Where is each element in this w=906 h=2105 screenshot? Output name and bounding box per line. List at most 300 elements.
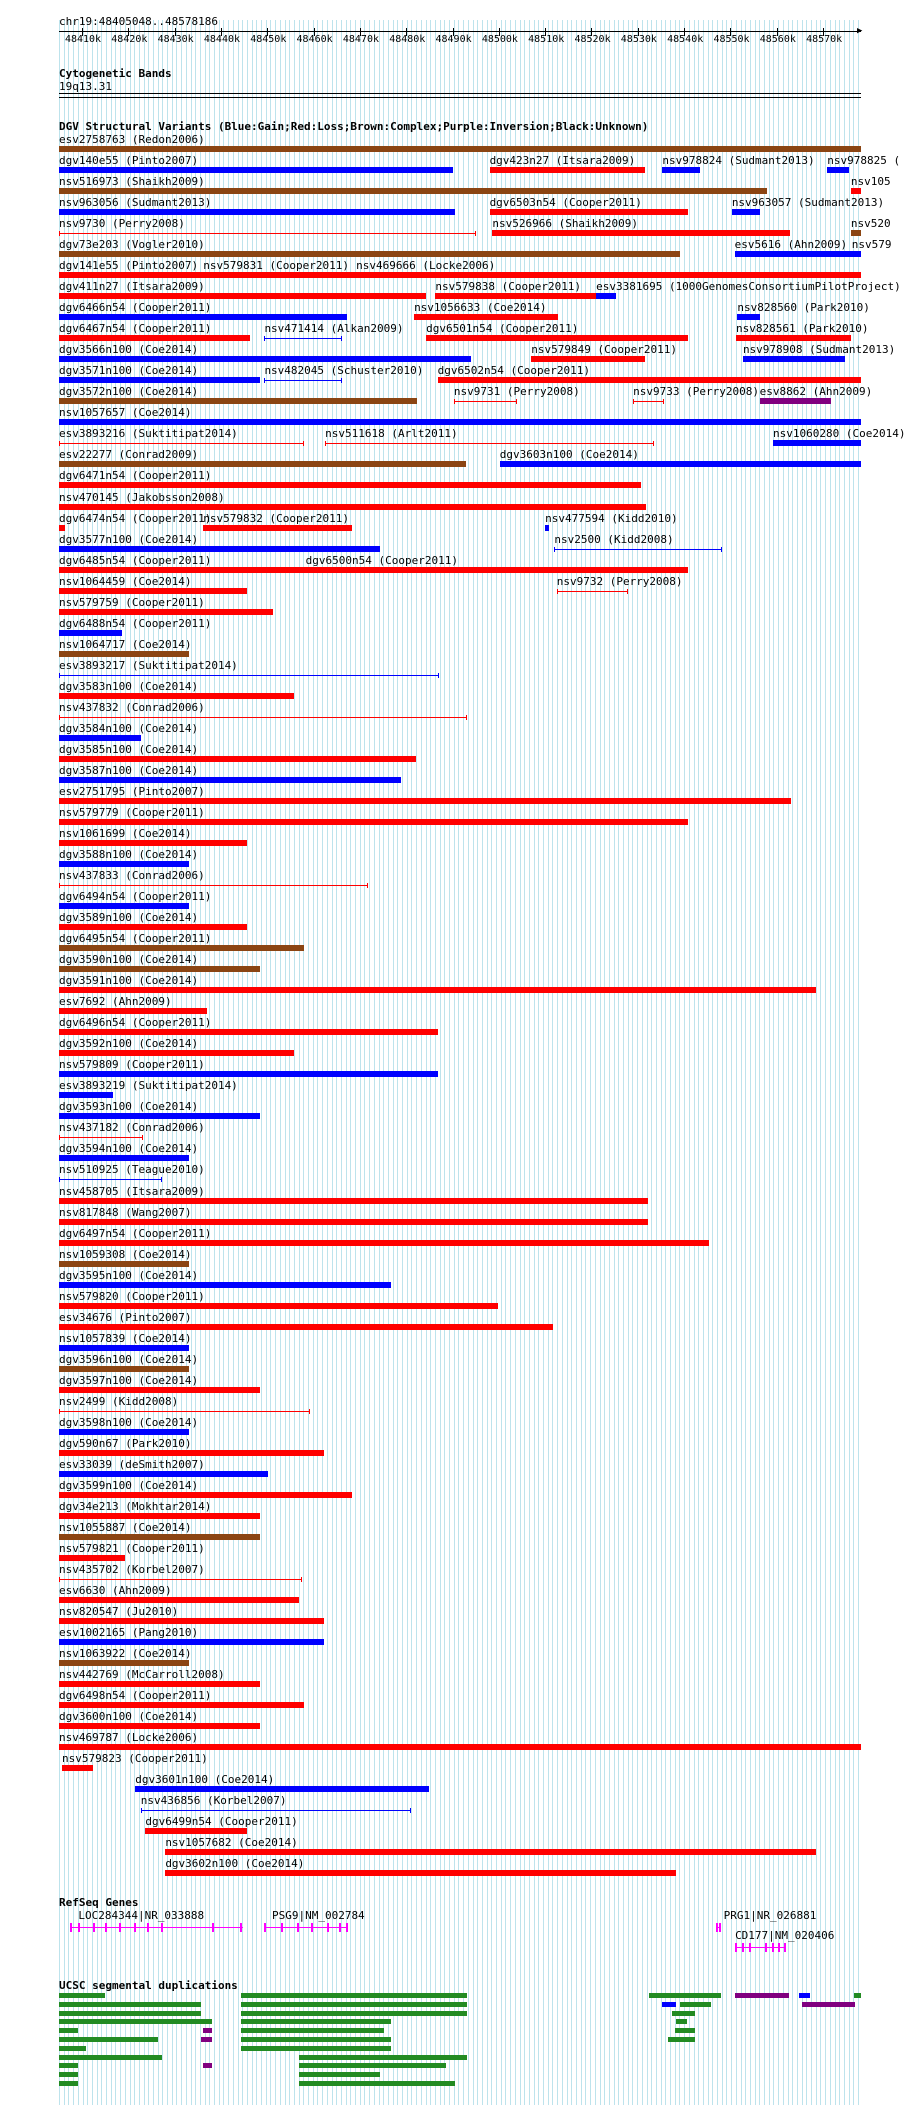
variant-bar[interactable]: [438, 377, 861, 383]
variant-bar[interactable]: [135, 1786, 429, 1792]
coordinate-ruler[interactable]: [59, 31, 861, 32]
variant-bar[interactable]: [662, 167, 700, 173]
gene-label[interactable]: LOC284344|NR_033888: [78, 1909, 205, 1922]
gene-exon[interactable]: [147, 1923, 149, 1932]
variant-bar[interactable]: [59, 1071, 438, 1077]
gene-exon[interactable]: [105, 1923, 107, 1932]
variant-label[interactable]: dgv3584n100 (Coe2014): [59, 721, 199, 735]
variant-bar[interactable]: [851, 230, 861, 236]
variant-label[interactable]: nsv458705 (Itsara2009): [59, 1184, 205, 1198]
variant-label[interactable]: nsv817848 (Wang2007): [59, 1205, 192, 1219]
variant-bar[interactable]: [59, 1450, 324, 1456]
variant-bar[interactable]: [59, 167, 453, 173]
variant-bar[interactable]: [59, 1681, 260, 1687]
variant-bar[interactable]: [732, 209, 760, 215]
variant-label[interactable]: nsv1059308 (Coe2014): [59, 1247, 192, 1261]
variant-label[interactable]: dgv6495n54 (Cooper2011): [59, 932, 212, 946]
variant-bar[interactable]: [59, 1219, 648, 1225]
variant-label[interactable]: nsv477594 (Kidd2010): [545, 511, 678, 525]
variant-range-line[interactable]: [59, 443, 304, 444]
variant-range-line[interactable]: [325, 443, 654, 444]
segdup-bar[interactable]: [203, 2063, 212, 2068]
variant-label[interactable]: dgv3572n100 (Coe2014): [59, 385, 199, 399]
variant-label[interactable]: nsv9733 (Perry2008): [633, 385, 759, 399]
variant-label[interactable]: nsv9732 (Perry2008): [556, 574, 683, 588]
variant-bar[interactable]: [59, 1387, 260, 1393]
gene-exon[interactable]: [297, 1923, 299, 1932]
gene-exon[interactable]: [784, 1943, 786, 1952]
variant-bar[interactable]: [59, 630, 122, 636]
variant-bar[interactable]: [435, 293, 596, 299]
variant-label[interactable]: dgv3594n100 (Coe2014): [59, 1142, 199, 1156]
variant-label[interactable]: nsv579779 (Cooper2011): [59, 805, 205, 819]
variant-label[interactable]: dgv6502n54 (Cooper2011): [437, 364, 590, 378]
variant-label[interactable]: esv33039 (deSmith2007): [59, 1457, 205, 1471]
variant-bar[interactable]: [59, 735, 141, 741]
segdup-bar[interactable]: [59, 2081, 78, 2086]
variant-label[interactable]: dgv3590n100 (Coe2014): [59, 953, 199, 967]
variant-bar[interactable]: [596, 293, 616, 299]
variant-label[interactable]: nsv579823 (Cooper2011): [62, 1752, 208, 1766]
variant-bar[interactable]: [59, 693, 294, 699]
variant-bar[interactable]: [62, 1765, 93, 1771]
segdup-bar[interactable]: [802, 2002, 855, 2007]
cytoband-label[interactable]: 19q13.31: [59, 80, 112, 93]
variant-label[interactable]: dgv6467n54 (Cooper2011): [59, 322, 212, 336]
variant-bar[interactable]: [59, 1492, 352, 1498]
variant-bar[interactable]: [59, 1618, 324, 1624]
variant-bar[interactable]: [59, 546, 380, 552]
variant-label[interactable]: nsv1063922 (Coe2014): [59, 1647, 192, 1661]
variant-label[interactable]: esv22277 (Conrad2009): [59, 448, 199, 462]
variant-label[interactable]: dgv6494n54 (Cooper2011): [59, 890, 212, 904]
variant-label[interactable]: nsv1056633 (Coe2014): [414, 301, 547, 315]
variant-bar[interactable]: [59, 1324, 553, 1330]
variant-label[interactable]: esv2751795 (Pinto2007): [59, 784, 205, 798]
variant-label[interactable]: nsv963056 (Sudmant2013): [59, 196, 212, 210]
variant-label[interactable]: nsv437832 (Conrad2006): [59, 700, 205, 714]
segdup-bar[interactable]: [59, 2037, 158, 2042]
variant-label[interactable]: nsv9730 (Perry2008): [59, 217, 185, 231]
variant-bar[interactable]: [59, 1702, 304, 1708]
variant-bar[interactable]: [165, 1849, 816, 1855]
variant-bar[interactable]: [59, 1198, 648, 1204]
variant-label[interactable]: dgv3593n100 (Coe2014): [59, 1100, 199, 1114]
variant-bar[interactable]: [492, 230, 789, 236]
variant-label[interactable]: dgv73e203 (Vogler2010): [59, 238, 205, 252]
variant-label[interactable]: nsv978825 (: [827, 154, 901, 168]
variant-bar[interactable]: [59, 924, 247, 930]
variant-label[interactable]: dgv3577n100 (Coe2014): [59, 532, 199, 546]
variant-range-line[interactable]: [264, 338, 341, 339]
variant-label[interactable]: dgv6497n54 (Cooper2011): [59, 1226, 212, 1240]
segdup-bar[interactable]: [680, 2002, 711, 2007]
variant-label[interactable]: dgv3592n100 (Coe2014): [59, 1037, 199, 1051]
variant-bar[interactable]: [737, 314, 759, 320]
variant-label[interactable]: nsv1055887 (Coe2014): [59, 1520, 192, 1534]
variant-label[interactable]: dgv411n27 (Itsara2009): [59, 280, 205, 294]
gene-label[interactable]: CD177|NM_020406: [735, 1929, 835, 1942]
segdup-bar[interactable]: [59, 2028, 78, 2033]
gene-exon[interactable]: [346, 1923, 348, 1932]
variant-label[interactable]: dgv140e55 (Pinto2007): [59, 154, 199, 168]
variant-label[interactable]: nsv1057657 (Coe2014): [59, 406, 192, 420]
variant-label[interactable]: nsv579838 (Cooper2011): [435, 280, 582, 294]
variant-label[interactable]: dgv3596n100 (Coe2014): [59, 1352, 199, 1366]
variant-bar[interactable]: [59, 1240, 709, 1246]
variant-bar[interactable]: [59, 272, 203, 278]
variant-label[interactable]: nsv469666 (Locke2006): [356, 259, 496, 273]
segdup-bar[interactable]: [241, 2011, 467, 2016]
variant-bar[interactable]: [59, 1723, 260, 1729]
variant-bar[interactable]: [500, 461, 861, 467]
variant-bar[interactable]: [59, 1555, 125, 1561]
variant-bar[interactable]: [59, 356, 471, 362]
gene-label[interactable]: PSG9|NM_002784: [271, 1909, 365, 1922]
variant-bar[interactable]: [59, 314, 347, 320]
variant-bar[interactable]: [59, 1008, 207, 1014]
segdup-bar[interactable]: [59, 2055, 162, 2060]
variant-bar[interactable]: [59, 1029, 438, 1035]
variant-label[interactable]: nsv828561 (Park2010): [735, 322, 869, 336]
variant-label[interactable]: nsv526966 (Shaikh2009): [492, 217, 639, 231]
segdup-bar[interactable]: [662, 2002, 676, 2007]
variant-range-line[interactable]: [141, 1810, 412, 1811]
variant-label[interactable]: nsv1064459 (Coe2014): [59, 574, 192, 588]
variant-bar[interactable]: [59, 1261, 189, 1267]
variant-label[interactable]: nsv963057 (Sudmant2013): [731, 196, 885, 210]
variant-bar[interactable]: [59, 567, 307, 573]
variant-label[interactable]: dgv6474n54 (Cooper2011): [59, 511, 212, 525]
variant-label[interactable]: nsv437182 (Conrad2006): [59, 1121, 205, 1135]
variant-label[interactable]: dgv6485n54 (Cooper2011): [59, 553, 212, 567]
variant-bar[interactable]: [490, 167, 645, 173]
variant-label[interactable]: esv1002165 (Pang2010): [59, 1626, 199, 1640]
variant-bar[interactable]: [59, 1282, 391, 1288]
variant-label[interactable]: dgv423n27 (Itsara2009): [489, 154, 636, 168]
variant-label[interactable]: nsv437833 (Conrad2006): [59, 869, 205, 883]
segdup-bar[interactable]: [201, 2037, 212, 2042]
variant-label[interactable]: dgv3583n100 (Coe2014): [59, 679, 199, 693]
variant-label[interactable]: dgv3598n100 (Coe2014): [59, 1415, 199, 1429]
variant-bar[interactable]: [59, 398, 417, 404]
gene-exon[interactable]: [78, 1923, 80, 1932]
segdup-bar[interactable]: [299, 2063, 446, 2068]
variant-label[interactable]: dgv3585n100 (Coe2014): [59, 742, 199, 756]
variant-label[interactable]: esv3893216 (Suktitipat2014): [59, 427, 238, 441]
variant-bar[interactable]: [827, 167, 849, 173]
variant-bar[interactable]: [59, 146, 861, 152]
variant-label[interactable]: dgv3587n100 (Coe2014): [59, 763, 199, 777]
variant-bar[interactable]: [59, 1744, 861, 1750]
gene-intron-line[interactable]: [264, 1927, 348, 1928]
variant-range-line[interactable]: [59, 1179, 162, 1180]
variant-label[interactable]: nsv105: [850, 175, 891, 189]
segdup-bar[interactable]: [649, 1993, 721, 1998]
variant-label[interactable]: nsv978824 (Sudmant2013): [662, 154, 815, 168]
variant-bar[interactable]: [851, 188, 861, 194]
variant-label[interactable]: nsv482045 (Schuster2010): [264, 364, 424, 378]
variant-bar[interactable]: [59, 861, 189, 867]
gene-label[interactable]: PRG1|NR_026881: [723, 1909, 817, 1922]
segdup-bar[interactable]: [735, 1993, 790, 1998]
segdup-bar[interactable]: [59, 2002, 201, 2007]
variant-bar[interactable]: [59, 777, 401, 783]
variant-bar[interactable]: [59, 1345, 189, 1351]
variant-bar[interactable]: [59, 1092, 113, 1098]
gene-exon[interactable]: [264, 1923, 266, 1932]
variant-label[interactable]: esv8862 (Ahn2009): [759, 385, 873, 399]
variant-bar[interactable]: [59, 945, 304, 951]
variant-label[interactable]: esv6630 (Ahn2009): [59, 1584, 172, 1598]
variant-label[interactable]: nsv579849 (Cooper2011): [531, 343, 677, 357]
variant-label[interactable]: dgv3589n100 (Coe2014): [59, 911, 199, 925]
gene-exon[interactable]: [749, 1943, 751, 1952]
gene-exon[interactable]: [719, 1923, 721, 1932]
segdup-bar[interactable]: [59, 2011, 201, 2016]
segdup-bar[interactable]: [299, 2081, 456, 2086]
variant-bar[interactable]: [356, 272, 861, 278]
segdup-bar[interactable]: [241, 2037, 391, 2042]
variant-bar[interactable]: [545, 525, 549, 531]
segdup-bar[interactable]: [672, 2011, 696, 2016]
segdup-bar[interactable]: [799, 1993, 810, 1998]
segdup-bar[interactable]: [241, 2002, 467, 2007]
variant-label[interactable]: nsv828560 (Park2010): [737, 301, 870, 315]
variant-bar[interactable]: [59, 987, 816, 993]
segdup-bar[interactable]: [59, 2063, 78, 2068]
variant-bar[interactable]: [59, 903, 189, 909]
gene-exon[interactable]: [765, 1943, 767, 1952]
variant-bar[interactable]: [59, 798, 791, 804]
variant-range-line[interactable]: [59, 1411, 310, 1412]
variant-bar[interactable]: [59, 377, 260, 383]
segdup-bar[interactable]: [299, 2072, 380, 2077]
variant-label[interactable]: dgv6499n54 (Cooper2011): [145, 1815, 298, 1829]
variant-bar[interactable]: [531, 356, 644, 362]
variant-bar[interactable]: [743, 356, 845, 362]
variant-label[interactable]: nsv442769 (McCarroll2008): [59, 1668, 225, 1682]
gene-exon[interactable]: [778, 1943, 780, 1952]
segdup-bar[interactable]: [675, 2028, 695, 2033]
gene-exon[interactable]: [134, 1923, 136, 1932]
variant-label[interactable]: dgv3591n100 (Coe2014): [59, 974, 199, 988]
variant-bar[interactable]: [760, 398, 832, 404]
variant-label[interactable]: nsv579820 (Cooper2011): [59, 1289, 205, 1303]
gene-exon[interactable]: [735, 1943, 737, 1952]
variant-label[interactable]: dgv6501n54 (Cooper2011): [426, 322, 579, 336]
variant-label[interactable]: dgv3595n100 (Coe2014): [59, 1268, 199, 1282]
variant-label[interactable]: dgv6498n54 (Cooper2011): [59, 1689, 212, 1703]
variant-label[interactable]: esv2758763 (Redon2006): [59, 133, 205, 146]
variant-bar[interactable]: [59, 209, 455, 215]
gene-exon[interactable]: [240, 1923, 242, 1932]
variant-bar[interactable]: [59, 1660, 189, 1666]
variant-bar[interactable]: [59, 1113, 260, 1119]
variant-bar[interactable]: [59, 1471, 268, 1477]
variant-bar[interactable]: [59, 293, 426, 299]
variant-label[interactable]: dgv6496n54 (Cooper2011): [59, 1016, 212, 1030]
variant-label[interactable]: nsv435702 (Korbel2007): [59, 1563, 205, 1577]
variant-bar[interactable]: [59, 588, 247, 594]
variant-bar[interactable]: [59, 1303, 498, 1309]
variant-bar[interactable]: [414, 314, 558, 320]
variant-range-line[interactable]: [59, 233, 476, 234]
variant-bar[interactable]: [490, 209, 688, 215]
segdup-bar[interactable]: [241, 2046, 391, 2051]
variant-label[interactable]: esv3893219 (Suktitipat2014): [59, 1079, 238, 1093]
variant-label[interactable]: nsv579759 (Cooper2011): [59, 595, 205, 609]
variant-bar[interactable]: [59, 188, 767, 194]
variant-bar[interactable]: [306, 567, 688, 573]
gene-exon[interactable]: [742, 1943, 744, 1952]
variant-label[interactable]: esv34676 (Pinto2007): [59, 1310, 192, 1324]
variant-label[interactable]: nsv436856 (Korbel2007): [140, 1794, 287, 1808]
variant-label[interactable]: nsv579821 (Cooper2011): [59, 1542, 205, 1555]
variant-label[interactable]: dgv3602n100 (Coe2014): [165, 1857, 305, 1871]
gene-exon[interactable]: [161, 1923, 163, 1932]
variant-label[interactable]: nsv471414 (Alkan2009): [264, 322, 404, 336]
variant-bar[interactable]: [773, 440, 861, 446]
variant-range-line[interactable]: [59, 675, 439, 676]
variant-label[interactable]: nsv820547 (Ju2010): [59, 1605, 179, 1619]
variant-label[interactable]: dgv3588n100 (Coe2014): [59, 848, 199, 862]
variant-label[interactable]: nsv579831 (Cooper2011): [203, 259, 349, 273]
variant-label[interactable]: nsv579809 (Cooper2011): [59, 1058, 205, 1072]
gene-exon[interactable]: [70, 1923, 72, 1932]
segdup-bar[interactable]: [241, 2019, 391, 2024]
variant-bar[interactable]: [59, 1639, 324, 1645]
segdup-bar[interactable]: [59, 2019, 212, 2024]
variant-bar[interactable]: [59, 966, 260, 972]
variant-label[interactable]: dgv3571n100 (Coe2014): [59, 364, 199, 378]
variant-bar[interactable]: [59, 419, 861, 425]
variant-range-line[interactable]: [59, 885, 368, 886]
variant-bar[interactable]: [59, 1513, 260, 1519]
segdup-bar[interactable]: [59, 1993, 105, 1998]
variant-label[interactable]: nsv579: [851, 238, 892, 252]
segdup-bar[interactable]: [59, 2046, 86, 2051]
segdup-bar[interactable]: [854, 1993, 861, 1998]
variant-bar[interactable]: [59, 1534, 260, 1540]
segdup-bar[interactable]: [241, 1993, 467, 1998]
variant-label[interactable]: nsv516973 (Shaikh2009): [59, 175, 205, 189]
variant-label[interactable]: dgv6466n54 (Cooper2011): [59, 301, 212, 315]
variant-label[interactable]: dgv3597n100 (Coe2014): [59, 1373, 199, 1387]
variant-label[interactable]: dgv6488n54 (Cooper2011): [59, 616, 212, 630]
variant-range-line[interactable]: [59, 1137, 143, 1138]
variant-label[interactable]: dgv3601n100 (Coe2014): [135, 1773, 275, 1787]
variant-label[interactable]: nsv1064717 (Coe2014): [59, 637, 192, 651]
variant-label[interactable]: dgv34e213 (Mokhtar2014): [59, 1499, 212, 1513]
variant-bar[interactable]: [165, 1870, 676, 1876]
variant-bar[interactable]: [59, 525, 65, 531]
variant-label[interactable]: nsv510925 (Teague2010): [59, 1163, 205, 1177]
gene-exon[interactable]: [772, 1943, 774, 1952]
variant-range-line[interactable]: [454, 401, 517, 402]
variant-range-line[interactable]: [633, 401, 664, 402]
variant-label[interactable]: esv3893217 (Suktitipat2014): [59, 658, 238, 672]
variant-label[interactable]: nsv579832 (Cooper2011): [203, 511, 349, 525]
variant-bar[interactable]: [59, 840, 247, 846]
variant-label[interactable]: nsv1057839 (Coe2014): [59, 1331, 192, 1345]
segdup-bar[interactable]: [676, 2019, 687, 2024]
variant-label[interactable]: nsv469787 (Locke2006): [59, 1731, 199, 1745]
variant-label[interactable]: nsv2500 (Kidd2008): [554, 532, 674, 546]
variant-bar[interactable]: [59, 461, 466, 467]
variant-bar[interactable]: [426, 335, 688, 341]
variant-range-line[interactable]: [264, 380, 341, 381]
gene-exon[interactable]: [327, 1923, 329, 1932]
variant-bar[interactable]: [59, 1155, 189, 1161]
variant-label[interactable]: dgv3603n100 (Coe2014): [499, 448, 639, 462]
variant-range-line[interactable]: [557, 591, 628, 592]
variant-label[interactable]: dgv3600n100 (Coe2014): [59, 1710, 199, 1724]
variant-bar[interactable]: [145, 1828, 247, 1834]
variant-label[interactable]: dgv3599n100 (Coe2014): [59, 1478, 199, 1492]
variant-label[interactable]: esv7692 (Ahn2009): [59, 995, 172, 1009]
variant-bar[interactable]: [735, 251, 856, 257]
variant-bar[interactable]: [59, 1366, 189, 1372]
variant-bar[interactable]: [59, 335, 250, 341]
variant-label[interactable]: nsv2499 (Kidd2008): [59, 1394, 179, 1408]
variant-label[interactable]: nsv9731 (Perry2008): [453, 385, 580, 399]
variant-label[interactable]: nsv1057682 (Coe2014): [165, 1836, 298, 1850]
variant-bar[interactable]: [59, 482, 641, 488]
variant-label[interactable]: nsv1061699 (Coe2014): [59, 826, 192, 840]
variant-label[interactable]: dgv6503n54 (Cooper2011): [489, 196, 642, 210]
gene-exon[interactable]: [212, 1923, 214, 1932]
segdup-bar[interactable]: [59, 2072, 78, 2077]
variant-bar[interactable]: [203, 272, 356, 278]
variant-bar[interactable]: [59, 251, 680, 257]
variant-bar[interactable]: [736, 335, 851, 341]
gene-exon[interactable]: [716, 1923, 718, 1932]
variant-label[interactable]: dgv141e55 (Pinto2007): [59, 259, 199, 273]
variant-range-line[interactable]: [554, 549, 722, 550]
variant-label[interactable]: dgv6500n54 (Cooper2011): [305, 553, 458, 567]
variant-bar[interactable]: [203, 525, 351, 531]
variant-label[interactable]: esv5616 (Ahn2009): [734, 238, 848, 252]
variant-label[interactable]: dgv590n67 (Park2010): [59, 1436, 192, 1450]
variant-bar[interactable]: [59, 819, 688, 825]
gene-exon[interactable]: [93, 1923, 95, 1932]
variant-bar[interactable]: [59, 651, 189, 657]
variant-label[interactable]: esv3381695 (1000GenomesConsortiumPilotProject): [596, 280, 901, 294]
variant-label[interactable]: nsv1060280 (Coe2014): [773, 427, 906, 441]
gene-exon[interactable]: [281, 1923, 283, 1932]
variant-label[interactable]: dgv6471n54 (Cooper2011): [59, 469, 212, 483]
variant-bar[interactable]: [852, 251, 861, 257]
segdup-bar[interactable]: [241, 2028, 384, 2033]
segdup-bar[interactable]: [299, 2055, 468, 2060]
gene-exon[interactable]: [119, 1923, 121, 1932]
variant-label[interactable]: nsv511618 (Arlt2011): [325, 427, 458, 441]
variant-label[interactable]: nsv470145 (Jakobsson2008): [59, 490, 225, 504]
gene-exon[interactable]: [311, 1923, 313, 1932]
variant-range-line[interactable]: [59, 717, 467, 718]
variant-label[interactable]: nsv978908 (Sudmant2013): [742, 343, 896, 357]
variant-bar[interactable]: [59, 1050, 294, 1056]
variant-bar[interactable]: [59, 1429, 189, 1435]
gene-intron-line[interactable]: [70, 1927, 242, 1928]
variant-bar[interactable]: [59, 1597, 299, 1603]
variant-bar[interactable]: [59, 756, 416, 762]
variant-range-line[interactable]: [59, 1579, 302, 1580]
gene-exon[interactable]: [339, 1923, 341, 1932]
variant-label[interactable]: dgv3566n100 (Coe2014): [59, 343, 199, 357]
variant-bar[interactable]: [59, 609, 273, 615]
